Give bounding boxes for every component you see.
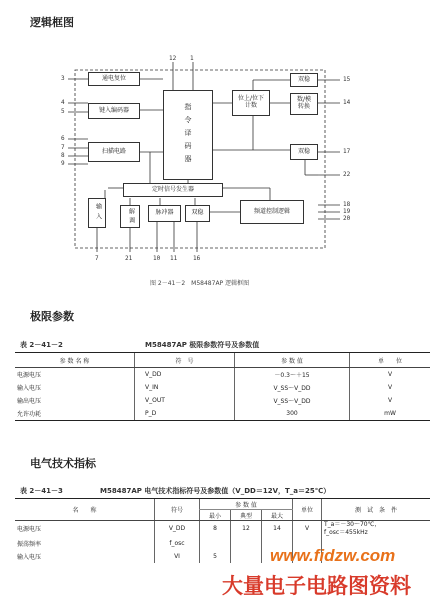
pin-label: 22	[343, 171, 351, 178]
pin-label: 20	[343, 215, 351, 222]
column-header: 符号	[155, 499, 200, 521]
cell-name: 输入电压	[17, 553, 42, 561]
pin-label: 9	[61, 160, 65, 167]
cell-value: 300	[235, 407, 350, 421]
table2-title: M58487AP 电气技术指标符号及参数值（V_DD＝12V，T_a＝25℃）	[100, 487, 331, 495]
cell-value: －0.3～＋15	[235, 368, 350, 382]
column-header: 符 号	[135, 353, 235, 368]
cell-max: 14	[262, 521, 293, 537]
pin-label: 4	[61, 99, 65, 106]
pin-label: 14	[343, 99, 351, 106]
cell-symbol: P_D	[135, 407, 235, 421]
pin-label: 7	[61, 144, 65, 151]
block-dac: 数/模转换	[290, 93, 318, 115]
section-title-logic: 逻辑框图	[30, 16, 74, 29]
table-row	[15, 394, 430, 407]
column-header: 名 称	[15, 499, 155, 521]
column-header: 参 数 值	[235, 353, 350, 368]
condition-line: f_osc＝455kHz	[324, 528, 368, 536]
column-header: 最大	[262, 510, 293, 521]
block-updown-counter: 位上/位下计数	[232, 90, 270, 116]
cell-symbol: VI	[155, 550, 200, 563]
table2-label: 表 2－41－3	[20, 487, 63, 495]
cell-min: 5	[200, 550, 231, 563]
pin-label: 12	[169, 55, 177, 62]
cell-name: 输出电压	[17, 398, 42, 405]
cell-symbol: V_OUT	[135, 394, 235, 407]
pin-label: 15	[343, 76, 351, 83]
cell-typ: 12	[231, 521, 262, 537]
cell-value: V_SS～V_DD	[235, 381, 350, 394]
block-timing-generator: 定时信号发生器	[123, 183, 223, 197]
cell-name: 允许功耗	[15, 407, 135, 421]
pin-label: 10	[153, 255, 161, 262]
pin-label: 8	[61, 152, 65, 159]
block-scan-circuit: 扫描电路	[88, 142, 140, 162]
table-row	[15, 368, 430, 382]
block-instruction-decoder: 指令译码器	[163, 90, 213, 180]
cell-value: V_SS～V_DD	[235, 394, 350, 407]
cell-typ	[231, 550, 262, 563]
table-row	[15, 521, 430, 537]
column-header: 测 试 条 件	[322, 499, 431, 521]
cell-name: 电源电压	[17, 372, 42, 379]
section-title-limits: 极限参数	[30, 310, 74, 323]
cell-min	[200, 537, 231, 550]
cell-unit: V	[293, 521, 322, 537]
watermark-url: www.fidzw.com	[270, 546, 396, 565]
block-key-encoder: 键入编码器	[88, 103, 140, 119]
diagram-caption: 图 2－41－2 M58487AP 逻辑框图	[150, 280, 250, 287]
column-header: 单 位	[350, 353, 431, 368]
pin-label: 11	[170, 255, 178, 262]
pin-label: 7	[95, 255, 99, 262]
cell-unit: mW	[350, 407, 431, 421]
cell-symbol: f_osc	[155, 537, 200, 550]
pin-label: 1	[190, 55, 194, 62]
table-header-row	[15, 353, 430, 368]
table-limit-parameters	[15, 352, 430, 421]
table1-title: M58487AP 极限参数符号及参数值	[145, 341, 260, 349]
cell-name: 振荡频率	[17, 540, 42, 548]
pin-label: 5	[61, 108, 65, 115]
pin-label: 17	[343, 148, 351, 155]
column-header: 单位	[293, 499, 322, 521]
cell-typ	[231, 537, 262, 550]
block-demodulator: 解调	[120, 205, 140, 228]
section-title-electrical: 电气技术指标	[30, 457, 96, 470]
pin-label: 19	[343, 208, 351, 215]
cell-symbol: V_IN	[135, 381, 235, 394]
block-input: 输入	[88, 198, 106, 228]
cell-symbol: V_DD	[155, 521, 200, 537]
block-latch-3: 双稳	[185, 205, 210, 222]
cell-symbol: V_DD	[135, 368, 235, 382]
cell-unit: V	[350, 394, 431, 407]
pin-label: 16	[193, 255, 201, 262]
column-header: 典型	[231, 510, 262, 521]
condition-line: T_a＝－30～70℃，	[324, 521, 381, 528]
cell-unit: V	[350, 368, 431, 382]
logic-diagram	[0, 0, 447, 300]
cell-condition	[322, 521, 431, 537]
cell-name: 电源电压	[17, 526, 42, 534]
cell-name: 输入电压	[17, 385, 42, 392]
watermark-text: 大量电子电路图资料	[222, 574, 411, 598]
pin-label: 21	[125, 255, 133, 262]
table-row	[15, 381, 430, 394]
block-pulse-generator: 脉冲器	[148, 205, 181, 222]
column-header: 参 数 名 称	[15, 353, 135, 368]
table-row	[15, 407, 430, 421]
cell-min: 8	[200, 521, 231, 537]
pin-label: 6	[61, 135, 65, 142]
block-power-reset: 通电复位	[88, 72, 140, 86]
pin-label: 3	[61, 75, 65, 82]
column-header: 参 数 值	[200, 499, 293, 510]
block-latch-1: 双稳	[290, 73, 318, 87]
pin-label: 18	[343, 201, 351, 208]
block-latch-2: 双稳	[290, 144, 318, 160]
table-header-row	[15, 499, 430, 510]
diagram-wires	[0, 0, 447, 300]
table1-label: 表 2－41－2	[20, 341, 63, 349]
block-channel-control-logic: 频道控制逻辑	[240, 200, 304, 224]
column-header: 最小	[200, 510, 231, 521]
cell-unit: V	[350, 381, 431, 394]
